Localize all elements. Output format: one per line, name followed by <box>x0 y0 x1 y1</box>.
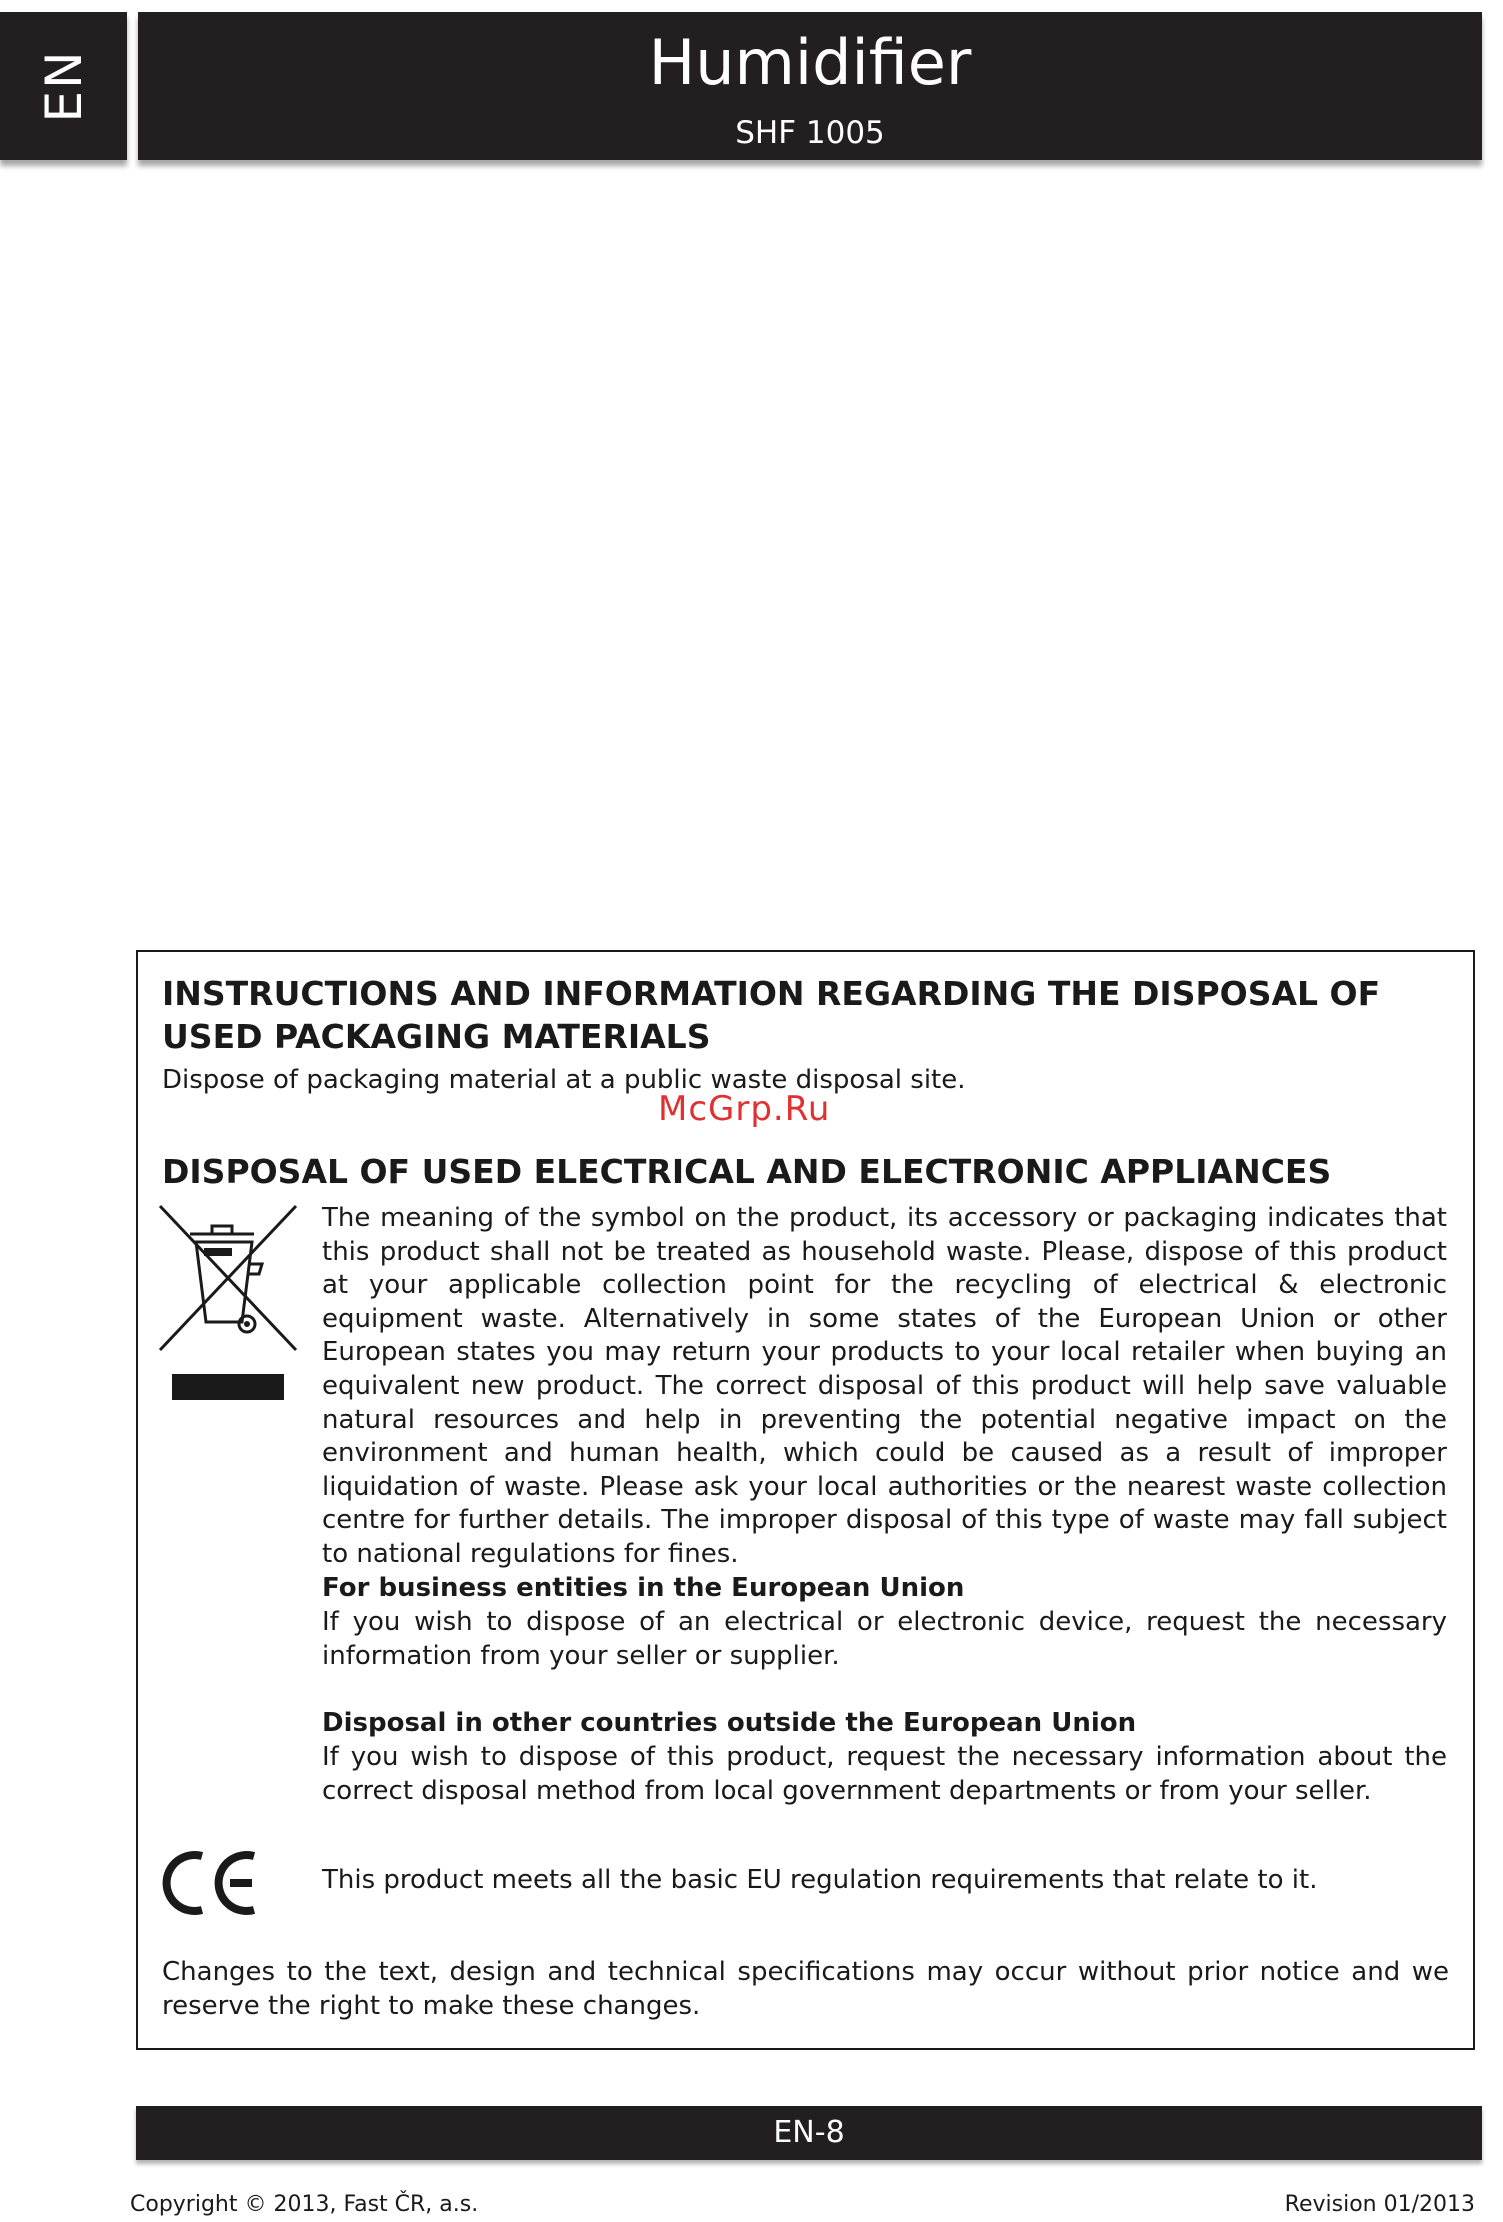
other-text: If you wish to dispose of this product, request the necessary information about the correct disposal method from local government departments or from your seller. <box>322 1742 1447 1806</box>
weee-black-bar <box>172 1374 284 1400</box>
copyright: Copyright © 2013, Fast ČR, a.s. <box>130 2192 479 2217</box>
packaging-heading: INSTRUCTIONS AND INFORMATION REGARDING THE DISPOSAL OF USED PACKAGING MATERIALS <box>162 974 1381 1056</box>
electrical-text: The meaning of the symbol on the product, its accessory or packaging indicates that this product shall not be treated as household waste. Please, dispose of this product at your applicable collection point for the recycling of electrical & electronic equipment waste. Alternatively in some states of the European Union or other European states you may return your products to your local retailer when buying an equivalent new product. The correct disposal of this product will help save valuable natural resources and help in preventing the potential negative impact on the environment and human health, which could be caused as a result of improper liquidation of waste. Please ask your local authorities or the nearest waste collection centre for further details. The improper disposal of this type of waste may fall subject to national regulations for fines. <box>322 1203 1447 1569</box>
other-heading: Disposal in other countries outside the European Union <box>322 1708 1137 1738</box>
title-bar <box>138 12 1482 160</box>
product-title: Humidifier <box>648 26 972 99</box>
language-tab <box>0 12 127 160</box>
revision: Revision 01/2013 <box>1284 2192 1475 2217</box>
page-number-bar <box>136 2106 1482 2160</box>
business-heading: For business entities in the European Union <box>322 1573 965 1603</box>
electrical-heading: DISPOSAL OF USED ELECTRICAL AND ELECTRONIC APPLIANCES <box>162 1152 1332 1191</box>
ce-text: This product meets all the basic EU regulation requirements that relate to it. <box>322 1865 1318 1895</box>
page-number: EN-8 <box>773 2115 845 2150</box>
language-code: EN <box>34 49 93 123</box>
ce-mark-icon <box>160 1848 260 1918</box>
changes-text: Changes to the text, design and technical specifications may occur without prior notice and we reserve the right to make these changes. <box>162 1957 1449 2021</box>
crossed-out-wheelie-bin-icon <box>158 1204 298 1354</box>
business-text: If you wish to dispose of an electrical or electronic device, request the necessary information from your seller or supplier. <box>322 1607 1447 1671</box>
product-model: SHF 1005 <box>735 115 885 151</box>
disposal-info-box <box>136 950 1475 2050</box>
watermark: McGrp.Ru <box>658 1089 831 1129</box>
packaging-text: Dispose of packaging material at a public waste disposal site. <box>162 1065 966 1095</box>
